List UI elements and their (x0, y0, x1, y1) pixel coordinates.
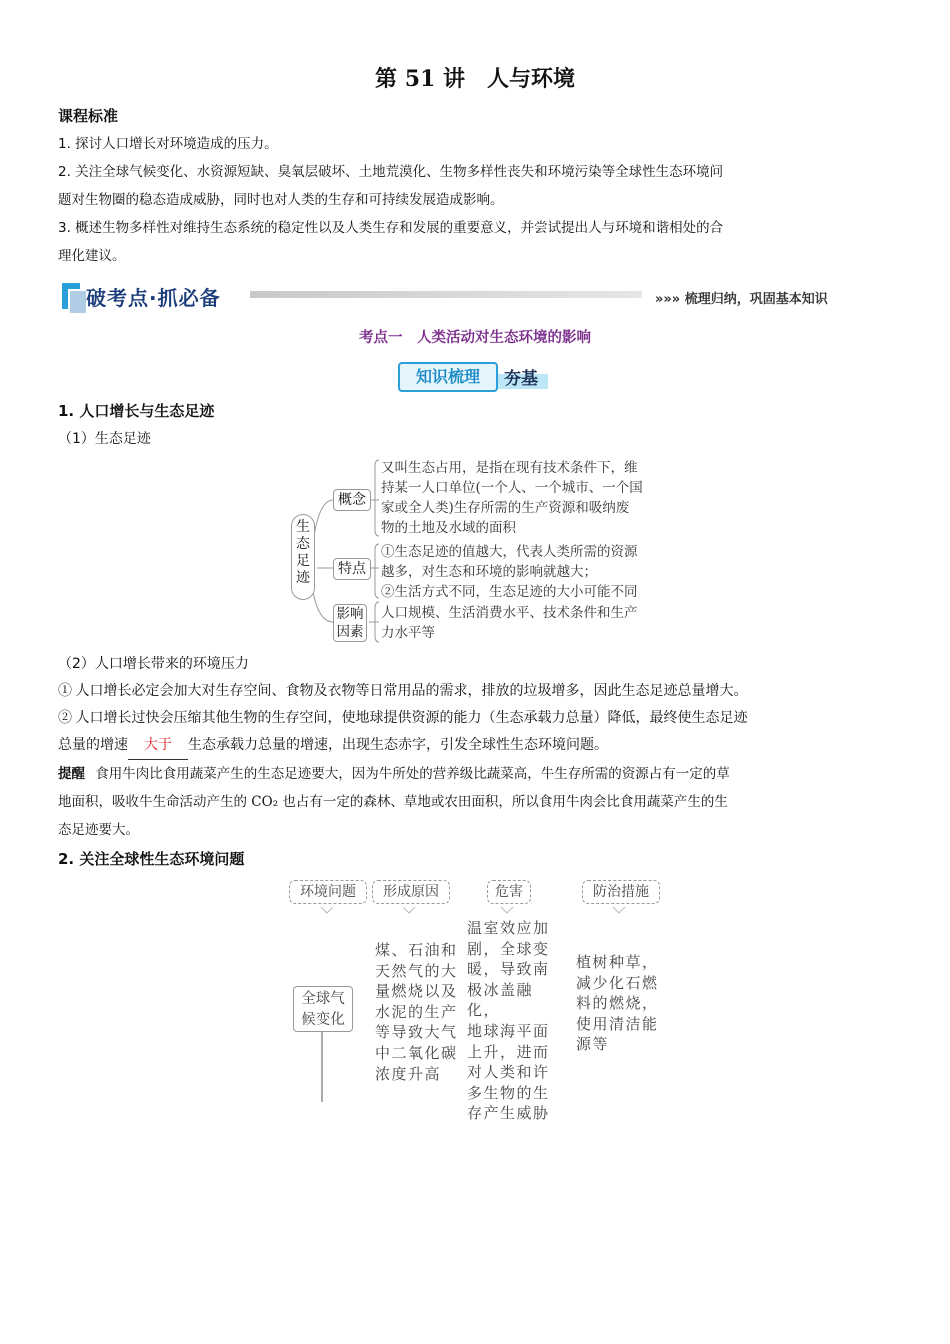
knowledge-tag (398, 362, 554, 390)
banner-divider (250, 291, 642, 298)
mindmap-branch-concept: 概念 (333, 489, 371, 511)
part1-heading: 1. 人口增长与生态足迹 (58, 402, 215, 420)
mindmap-branch-feature: 特点 (333, 558, 371, 580)
cause-cell: 煤、石油和 天然气的大 量燃烧以及 水泥的生产 等导致大气 中二氧化碳 浓度升高 (375, 941, 458, 1083)
knowledge-tag-label: 知识梳理 (398, 362, 498, 392)
banner-left (58, 279, 253, 315)
part2-heading: 2. 关注全球性生态环境问题 (58, 850, 245, 868)
banner-title: 破考点·抓必备 (86, 286, 221, 310)
tip-label: 提醒 (58, 766, 85, 782)
mindmap-root: 生态足迹 (291, 514, 315, 600)
mindmap-factor-text: 人口规模、生活消费水平、技术条件和生产 力水平等 (381, 605, 638, 641)
curriculum-item-3: 3. 概述生物多样性对维持生态系统的稳定性以及人类生存和发展的重要意义，并尝试提出人与环境和谐相处的合 (58, 220, 724, 236)
banner-corner-icon (58, 279, 88, 315)
eco-footprint-mindmap (285, 452, 665, 646)
harm-cell: 温室效应加 剧，全球变 暖，导致南 极冰盖融化， 地球海平面 上升，进而 对人类和许 多生物的生 存产生威胁 (467, 919, 550, 1123)
kaodian-title: 考点一 人类活动对生态环境的影响 (359, 330, 591, 346)
curriculum-item-3-cont: 理化建议。 (58, 248, 126, 264)
part1-sub2: （2）人口增长带来的环境压力 (58, 656, 249, 672)
measure-cell: 植树种草， 减少化石燃 料的燃烧， 使用清洁能 源等 (576, 953, 659, 1054)
curriculum-item-1: 1. 探讨人口增长对环境造成的压力。 (58, 136, 278, 152)
part1-sub1: （1）生态足迹 (58, 431, 151, 447)
part1-para1: ① 人口增长必定会加大对生存空间、食物及衣物等日常用品的需求，排放的垃圾增多，因此生态足迹总量增大。 (58, 684, 748, 699)
mindmap-concept-text: 又叫生态占用，是指在现有技术条件下，维 持某一人口单位(一个人、一个城市、一个国 家或全人类)生存所需的生产资源和吸纳废 物的土地及水域的面积 (381, 460, 643, 536)
col-header-problem: 环境问题 (289, 880, 367, 904)
knowledge-tag-suffix: 夯基 (504, 369, 538, 389)
col-header-measure: 防治措施 (582, 880, 660, 904)
page-title: 第 51 讲 人与环境 (375, 66, 575, 92)
curriculum-heading: 课程标准 (58, 107, 119, 125)
env-issue-table (285, 876, 665, 1123)
curriculum-item-2: 2. 关注全球气候变化、水资源短缺、臭氧层破坏、土地荒漠化、生物多样性丧失和环境污染等全球性生态环境问 (58, 164, 724, 180)
part1-para2b: 总量的增速 大于 生态承载力总量的增速，出现生态赤字，引发全球性生态环境问题。 (58, 732, 888, 760)
part1-para2a: ② 人口增长过快会压缩其他生物的生存空间，使地球提供资源的能力（生态承载力总量）降低，最终使生态足迹 (58, 711, 748, 726)
mindmap-feature-text: ①生态足迹的值越大，代表人类所需的资源 越多，对生态和环境的影响就越大； ②生活方式不同，生态足迹的大小可能不同 (381, 544, 638, 600)
banner-subtitle: »»» 梳理归纳，巩固基本知识 (655, 292, 828, 307)
problem-cell: 全球气候变化 (293, 986, 353, 1032)
mindmap-branch-factor: 影响因素 (333, 604, 367, 642)
answer-fill-blank: 大于 (128, 732, 188, 760)
col-header-harm: 危害 (487, 880, 531, 904)
col-header-cause: 形成原因 (372, 880, 450, 904)
curriculum-item-2-cont: 题对生物圈的稳态造成威胁，同时也对人类的生存和可持续发展造成影响。 (58, 192, 504, 208)
tip-block: 提醒 食用牛肉比食用蔬菜产生的生态足迹要大，因为牛所处的营养级比蔬菜高，牛生存所需的资源占有一定的草 地面积，吸收牛生命活动产生的 CO₂ 也占有一定的森林、草地或农田面积，所以食用牛肉会比食用蔬菜产生的生 态足迹要大。 (58, 766, 730, 838)
